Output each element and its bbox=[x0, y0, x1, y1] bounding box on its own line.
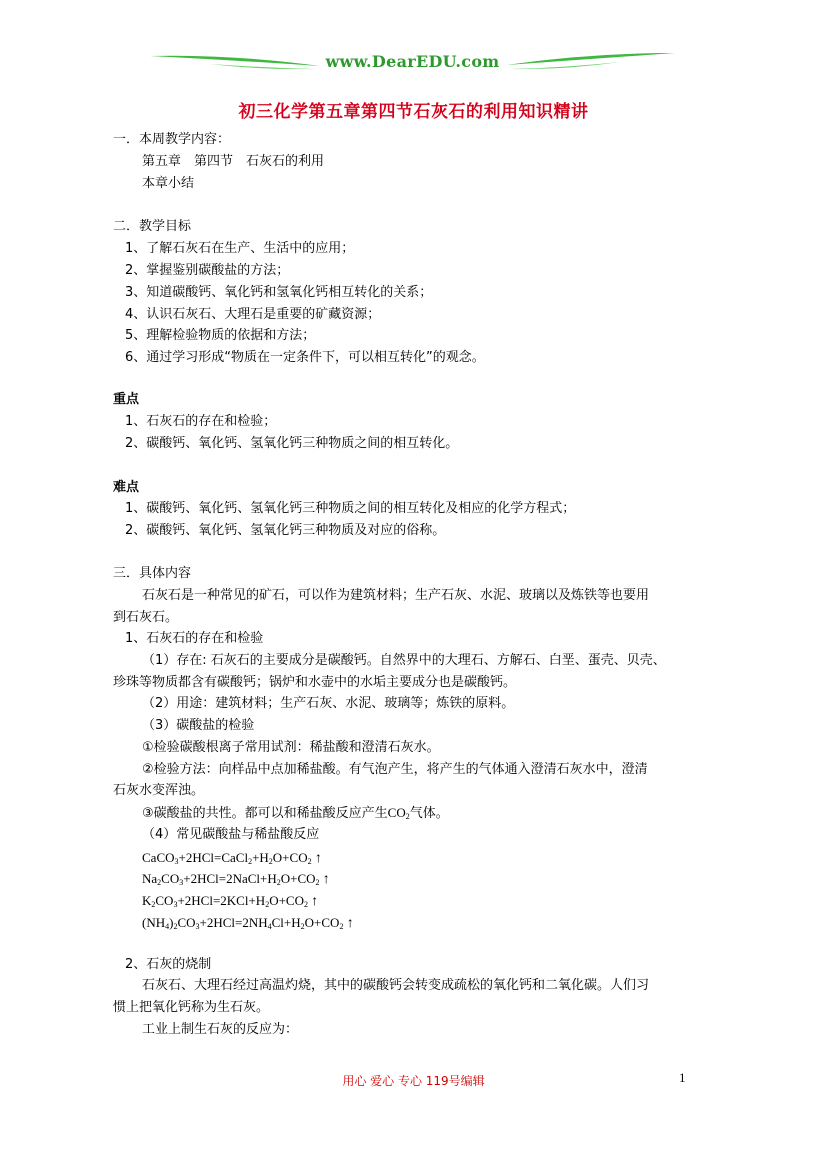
page-number: 1 bbox=[679, 1070, 686, 1085]
paragraph-line-co2 bbox=[142, 804, 449, 823]
paragraph-line: 到石灰石。 bbox=[113, 610, 179, 625]
paragraph-line: ②检验方法：向样品中点加稀盐酸。有气泡产生，将产生的气体通入澄清石灰水中，澄清 bbox=[142, 762, 648, 777]
content-line: 第五章 第四节 石灰石的利用 bbox=[142, 154, 325, 169]
section-heading-difficult: 难点 bbox=[113, 480, 140, 495]
paragraph-line: 石灰水变浑浊。 bbox=[113, 783, 205, 798]
page-title: 初三化学第五章第四节石灰石的利用知识精讲 bbox=[238, 102, 589, 122]
paragraph-line: （1）存在: 石灰石的主要成分是碳酸钙。自然界中的大理石、方解石、白垩、蛋壳、贝壳、 bbox=[142, 653, 666, 668]
equation-k2co3: $K_2CO_3+2HCl=2KCl+H_2O+CO_2$ ↑ bbox=[142, 893, 319, 909]
paragraph-line: （2）用途：建筑材料；生产石灰、水泥、玻璃等；炼铁的原料。 bbox=[142, 696, 515, 711]
content-line: 本章小结 bbox=[142, 176, 195, 191]
section-heading: 一．本周教学内容： bbox=[113, 132, 231, 147]
paragraph-line: 惯上把氧化钙称为生石灰。 bbox=[113, 1000, 270, 1015]
list-item: 1、了解石灰石在生产、生活中的应用； bbox=[125, 241, 355, 256]
list-item: 2、碳酸钙、氧化钙、氢氧化钙三种物质及对应的俗称。 bbox=[125, 523, 446, 538]
paragraph-line: 珍珠等物质都含有碳酸钙；锅炉和水壶中的水垢主要成分也是碳酸钙。 bbox=[113, 675, 517, 690]
paragraph-line: ①检验碳酸根离子常用试剂：稀盐酸和澄清石灰水。 bbox=[142, 740, 440, 755]
paragraph-line: （4）常见碳酸盐与稀盐酸反应 bbox=[142, 827, 320, 842]
list-item: 6、通过学习形成“物质在一定条件下，可以相互转化”的观念。 bbox=[125, 350, 485, 365]
page-footer: 用心 爱心 专心 119号编辑 bbox=[342, 1074, 485, 1088]
site-url[interactable]: www.DearEDU.com bbox=[325, 52, 500, 71]
list-item: 1、石灰石的存在和检验； bbox=[125, 414, 277, 429]
equation-caco3: $CaCO_3+2HCl=CaCl_2+H_2O+CO_2$ ↑ bbox=[142, 850, 322, 866]
equation-na2co3: $Na_2CO_3+2HCl=2NaCl+H_2O+CO_2$ ↑ bbox=[142, 871, 330, 887]
paragraph-line: （3）碳酸盐的检验 bbox=[142, 718, 255, 733]
list-item: 1、碳酸钙、氧化钙、氢氧化钙三种物质之间的相互转化及相应的化学方程式； bbox=[125, 501, 576, 516]
list-item: 2、碳酸钙、氧化钙、氢氧化钙三种物质之间的相互转化。 bbox=[125, 436, 459, 451]
text-fragment: 气体。 bbox=[409, 806, 449, 821]
subsection-heading: 1、石灰石的存在和检验 bbox=[125, 631, 264, 646]
section-heading-key: 重点 bbox=[113, 392, 140, 407]
co2-formula: $CO_2$ bbox=[387, 805, 410, 821]
section-heading: 二．教学目标 bbox=[113, 219, 192, 234]
paragraph-line: 石灰石、大理石经过高温灼烧，其中的碳酸钙会转变成疏松的氧化钙和二氧化碳。人们习 bbox=[142, 978, 650, 993]
list-item: 5、理解检验物质的依据和方法； bbox=[125, 328, 316, 343]
subsection-heading: 2、石灰的烧制 bbox=[125, 957, 212, 972]
equation-nh4-2co3: $(NH_4)_2CO_3+2HCl=2NH_4Cl+H_2O+CO_2$ ↑ bbox=[142, 915, 354, 931]
site-header bbox=[150, 48, 675, 78]
section-heading: 三．具体内容 bbox=[113, 566, 192, 581]
text-fragment: ③碳酸盐的共性。都可以和稀盐酸反应产生 bbox=[142, 806, 388, 821]
list-item: 3、知道碳酸钙、氧化钙和氢氧化钙相互转化的关系； bbox=[125, 285, 433, 300]
paragraph-line: 工业上制生石灰的反应为： bbox=[142, 1022, 299, 1037]
list-item: 4、认识石灰石、大理石是重要的矿藏资源； bbox=[125, 307, 381, 322]
list-item: 2、掌握鉴别碳酸盐的方法； bbox=[125, 263, 290, 278]
paragraph-line: 石灰石是一种常见的矿石，可以作为建筑材料；生产石灰、水泥、玻璃以及炼铁等也要用 bbox=[142, 588, 650, 603]
